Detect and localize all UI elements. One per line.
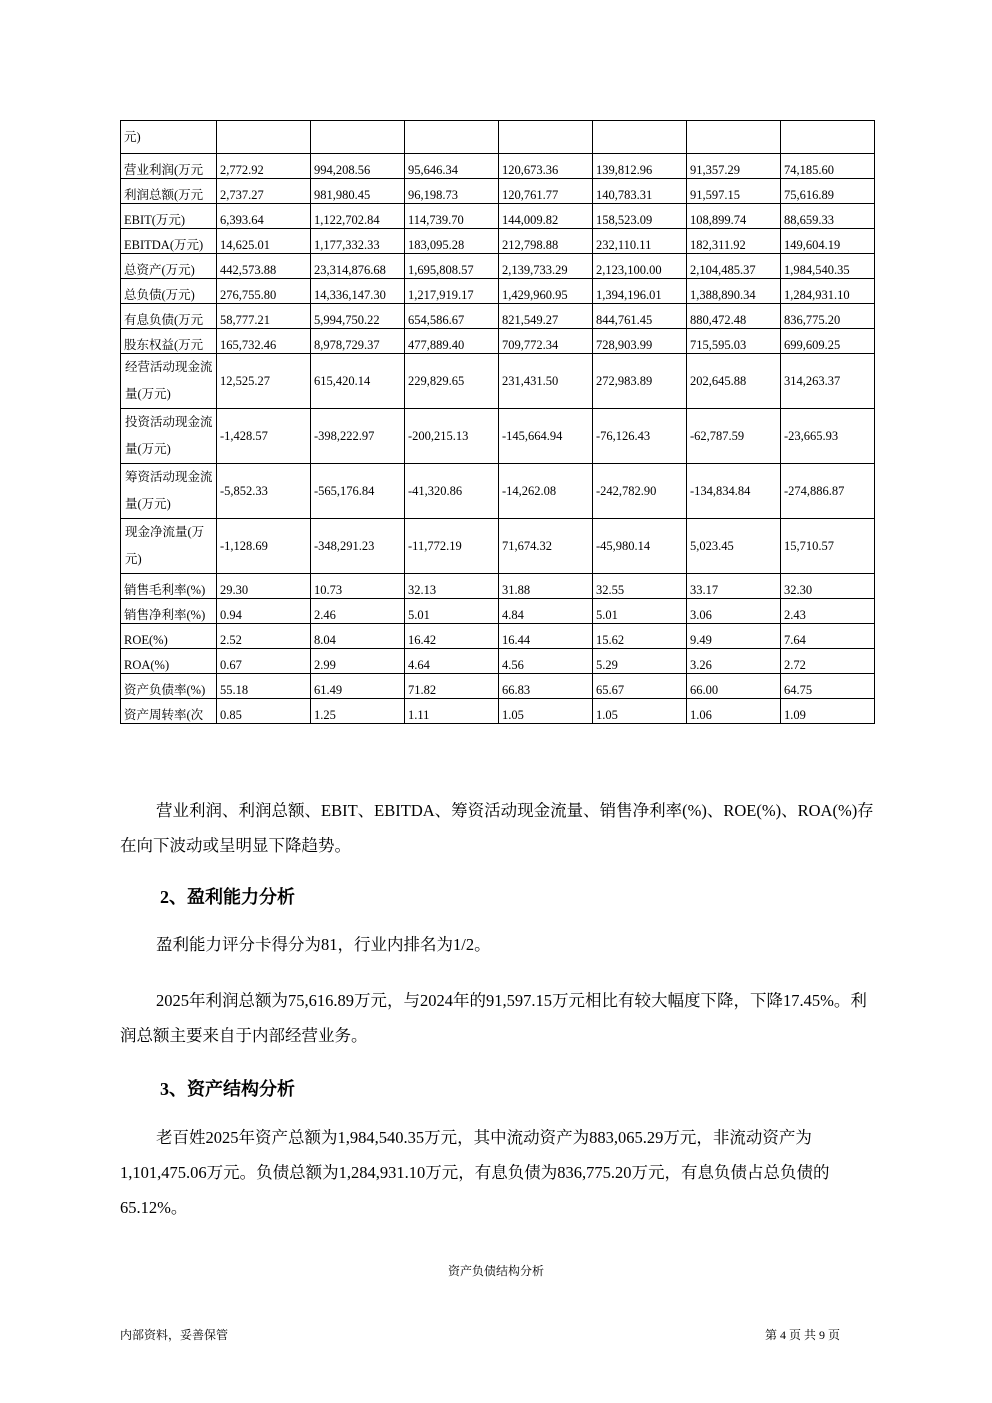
table-cell: 158,523.09: [593, 204, 687, 229]
table-cell: 12,525.27: [217, 354, 311, 409]
table-cell: 2,772.92: [217, 154, 311, 179]
table-row: [121, 464, 875, 519]
table-cell: 1,394,196.01: [593, 279, 687, 304]
table-cell: 61.49: [311, 674, 405, 699]
table-row: [121, 121, 875, 154]
row-label: 投资活动现金流量(万元): [121, 409, 217, 464]
table-cell: 699,609.25: [781, 329, 875, 354]
row-label: 总资产(万元): [121, 254, 217, 279]
table-cell: 1,695,808.57: [405, 254, 499, 279]
table-cell: 182,311.92: [687, 229, 781, 254]
table-cell: 14,336,147.30: [311, 279, 405, 304]
trend-paragraph: 营业利润、利润总额、EBIT、EBITDA、筹资活动现金流量、销售净利率(%)、ROE(%)、ROA(%)存在向下波动或呈明显下降趋势。: [120, 801, 874, 855]
table-cell: 75,616.89: [781, 179, 875, 204]
row-label: 销售毛利率(%): [121, 574, 217, 599]
table-cell: 33.17: [687, 574, 781, 599]
table-cell: -145,664.94: [499, 409, 593, 464]
table-cell: 1,122,702.84: [311, 204, 405, 229]
table-cell: 836,775.20: [781, 304, 875, 329]
table-row: [121, 699, 875, 724]
table-cell: 314,263.37: [781, 354, 875, 409]
table-row: [121, 624, 875, 649]
table-cell: -274,886.87: [781, 464, 875, 519]
table-cell: 9.49: [687, 624, 781, 649]
table-cell: 16.44: [499, 624, 593, 649]
row-label: 现金净流量(万元): [121, 519, 217, 574]
table-row: [121, 204, 875, 229]
table-row: [121, 649, 875, 674]
table-cell: 23,314,876.68: [311, 254, 405, 279]
table-cell: 74,185.60: [781, 154, 875, 179]
table-cell: 65.67: [593, 674, 687, 699]
table-cell: -62,787.59: [687, 409, 781, 464]
table-row: [121, 229, 875, 254]
table-cell: 202,645.88: [687, 354, 781, 409]
table-cell: 2,737.27: [217, 179, 311, 204]
table-cell: -1,428.57: [217, 409, 311, 464]
table-cell: 654,586.67: [405, 304, 499, 329]
row-label: ROA(%): [121, 649, 217, 674]
table-cell: 2,104,485.37: [687, 254, 781, 279]
table-row: [121, 304, 875, 329]
row-label: 股东权益(万元: [121, 329, 217, 354]
table-cell: 6,393.64: [217, 204, 311, 229]
row-label: 总负债(万元): [121, 279, 217, 304]
table-row: [121, 599, 875, 624]
table-cell: 10.73: [311, 574, 405, 599]
row-label: 资产负债率(%): [121, 674, 217, 699]
row-label: 元): [121, 121, 217, 154]
table-cell: 149,604.19: [781, 229, 875, 254]
table-cell: 144,009.82: [499, 204, 593, 229]
table-cell: 91,597.15: [687, 179, 781, 204]
table-row: [121, 329, 875, 354]
table-cell: 1.05: [593, 699, 687, 724]
table-cell: 88,659.33: [781, 204, 875, 229]
table-cell: 16.42: [405, 624, 499, 649]
table-cell: 0.94: [217, 599, 311, 624]
table-cell: 66.00: [687, 674, 781, 699]
table-cell: 15,710.57: [781, 519, 875, 574]
table-cell: 29.30: [217, 574, 311, 599]
table-cell: -565,176.84: [311, 464, 405, 519]
table-row: [121, 519, 875, 574]
row-label: EBIT(万元): [121, 204, 217, 229]
table-cell: 4.84: [499, 599, 593, 624]
table-cell: 120,761.77: [499, 179, 593, 204]
table-cell: 114,739.70: [405, 204, 499, 229]
table-cell: 66.83: [499, 674, 593, 699]
table-cell: 91,357.29: [687, 154, 781, 179]
table-row: [121, 154, 875, 179]
table-row: [121, 279, 875, 304]
table-cell: 55.18: [217, 674, 311, 699]
table-cell: 5,994,750.22: [311, 304, 405, 329]
financial-data-table: [120, 120, 875, 724]
table-cell: 276,755.80: [217, 279, 311, 304]
table-cell: -1,128.69: [217, 519, 311, 574]
table-cell: 71.82: [405, 674, 499, 699]
table-row: [121, 574, 875, 599]
section-2-heading: 2、盈利能力分析: [160, 887, 295, 907]
table-cell: 2.52: [217, 624, 311, 649]
row-label: 筹资活动现金流量(万元): [121, 464, 217, 519]
table-cell: 95,646.34: [405, 154, 499, 179]
table-cell: [687, 121, 781, 154]
section-3-heading: 3、资产结构分析: [160, 1079, 295, 1099]
table-cell: 442,573.88: [217, 254, 311, 279]
table-cell: 821,549.27: [499, 304, 593, 329]
table-cell: 4.56: [499, 649, 593, 674]
table-cell: -134,834.84: [687, 464, 781, 519]
table-cell: 2.72: [781, 649, 875, 674]
table-row: [121, 674, 875, 699]
table-cell: 0.67: [217, 649, 311, 674]
table-cell: 880,472.48: [687, 304, 781, 329]
table-cell: 272,983.89: [593, 354, 687, 409]
table-row: [121, 354, 875, 409]
section-2-paragraph-score: 盈利能力评分卡得分为81，行业内排名为1/2。: [156, 935, 491, 954]
table-cell: 32.13: [405, 574, 499, 599]
table-cell: 183,095.28: [405, 229, 499, 254]
table-cell: 8.04: [311, 624, 405, 649]
table-cell: 58,777.21: [217, 304, 311, 329]
table-cell: -11,772.19: [405, 519, 499, 574]
table-cell: 2.46: [311, 599, 405, 624]
row-label: 营业利润(万元: [121, 154, 217, 179]
table-cell: 32.30: [781, 574, 875, 599]
table-cell: 1,217,919.17: [405, 279, 499, 304]
table-cell: -14,262.08: [499, 464, 593, 519]
table-cell: 232,110.11: [593, 229, 687, 254]
table-cell: 1.09: [781, 699, 875, 724]
table-cell: 15.62: [593, 624, 687, 649]
table-cell: [311, 121, 405, 154]
table-cell: 212,798.88: [499, 229, 593, 254]
table-cell: 4.64: [405, 649, 499, 674]
table-row: [121, 409, 875, 464]
table-cell: 5,023.45: [687, 519, 781, 574]
table-cell: -5,852.33: [217, 464, 311, 519]
row-label: ROE(%): [121, 624, 217, 649]
table-cell: 64.75: [781, 674, 875, 699]
table-cell: 108,899.74: [687, 204, 781, 229]
table-cell: 994,208.56: [311, 154, 405, 179]
table-cell: -41,320.86: [405, 464, 499, 519]
row-label: 有息负债(万元: [121, 304, 217, 329]
table-cell: 728,903.99: [593, 329, 687, 354]
table-cell: -200,215.13: [405, 409, 499, 464]
table-cell: 140,783.31: [593, 179, 687, 204]
table-cell: 229,829.65: [405, 354, 499, 409]
table-cell: -76,126.43: [593, 409, 687, 464]
table-cell: 139,812.96: [593, 154, 687, 179]
table-cell: 844,761.45: [593, 304, 687, 329]
table-cell: 709,772.34: [499, 329, 593, 354]
row-label: 资产周转率(次: [121, 699, 217, 724]
table-cell: 1,984,540.35: [781, 254, 875, 279]
table-row: [121, 179, 875, 204]
table-cell: 1.06: [687, 699, 781, 724]
chart-caption: 资产负债结构分析: [447, 1264, 544, 1278]
table-cell: 981,980.45: [311, 179, 405, 204]
table-cell: -348,291.23: [311, 519, 405, 574]
table-cell: 120,673.36: [499, 154, 593, 179]
table-cell: -242,782.90: [593, 464, 687, 519]
table-cell: 615,420.14: [311, 354, 405, 409]
table-cell: 1,429,960.95: [499, 279, 593, 304]
table-cell: [217, 121, 311, 154]
table-cell: 165,732.46: [217, 329, 311, 354]
row-label: 销售净利率(%): [121, 599, 217, 624]
table-cell: 1.05: [499, 699, 593, 724]
table-cell: 1,388,890.34: [687, 279, 781, 304]
section-2-paragraph-profit: 2025年利润总额为75,616.89万元，与2024年的91,597.15万元相比有较大幅度下降，下降17.45%。利润总额主要来自于内部经营业务。: [120, 991, 867, 1045]
table-cell: [405, 121, 499, 154]
table-cell: 3.26: [687, 649, 781, 674]
table-cell: 0.85: [217, 699, 311, 724]
table-cell: 2.43: [781, 599, 875, 624]
table-cell: 8,978,729.37: [311, 329, 405, 354]
table-row: [121, 254, 875, 279]
table-cell: -45,980.14: [593, 519, 687, 574]
footer-page-number: 第 4 页 共 9 页: [765, 1328, 841, 1342]
table-cell: -23,665.93: [781, 409, 875, 464]
row-label: 利润总额(万元: [121, 179, 217, 204]
table-cell: 31.88: [499, 574, 593, 599]
table-cell: 2,123,100.00: [593, 254, 687, 279]
table-cell: [593, 121, 687, 154]
table-cell: 1.25: [311, 699, 405, 724]
table-cell: [499, 121, 593, 154]
row-label: 经营活动现金流量(万元): [121, 354, 217, 409]
table-cell: 5.01: [593, 599, 687, 624]
row-label: EBITDA(万元): [121, 229, 217, 254]
table-cell: 5.29: [593, 649, 687, 674]
table-cell: 231,431.50: [499, 354, 593, 409]
table-cell: [781, 121, 875, 154]
table-cell: -398,222.97: [311, 409, 405, 464]
table-cell: 14,625.01: [217, 229, 311, 254]
table-cell: 96,198.73: [405, 179, 499, 204]
section-3-paragraph-assets: 老百姓2025年资产总额为1,984,540.35万元，其中流动资产为883,065.29万元，非流动资产为1,101,475.06万元。负债总额为1,284,931.10万元，有息负债为836,775.20万元，有息负债占总负债的65.12%。: [120, 1128, 830, 1217]
table-cell: 3.06: [687, 599, 781, 624]
table-cell: 2.99: [311, 649, 405, 674]
footer-confidential-note: 内部资料，妥善保管: [120, 1328, 229, 1342]
table-cell: 1,177,332.33: [311, 229, 405, 254]
table-cell: 1.11: [405, 699, 499, 724]
table-cell: 477,889.40: [405, 329, 499, 354]
table-cell: 2,139,733.29: [499, 254, 593, 279]
table-cell: 1,284,931.10: [781, 279, 875, 304]
table-cell: 7.64: [781, 624, 875, 649]
table-cell: 32.55: [593, 574, 687, 599]
table-cell: 5.01: [405, 599, 499, 624]
table-cell: 715,595.03: [687, 329, 781, 354]
table-cell: 71,674.32: [499, 519, 593, 574]
